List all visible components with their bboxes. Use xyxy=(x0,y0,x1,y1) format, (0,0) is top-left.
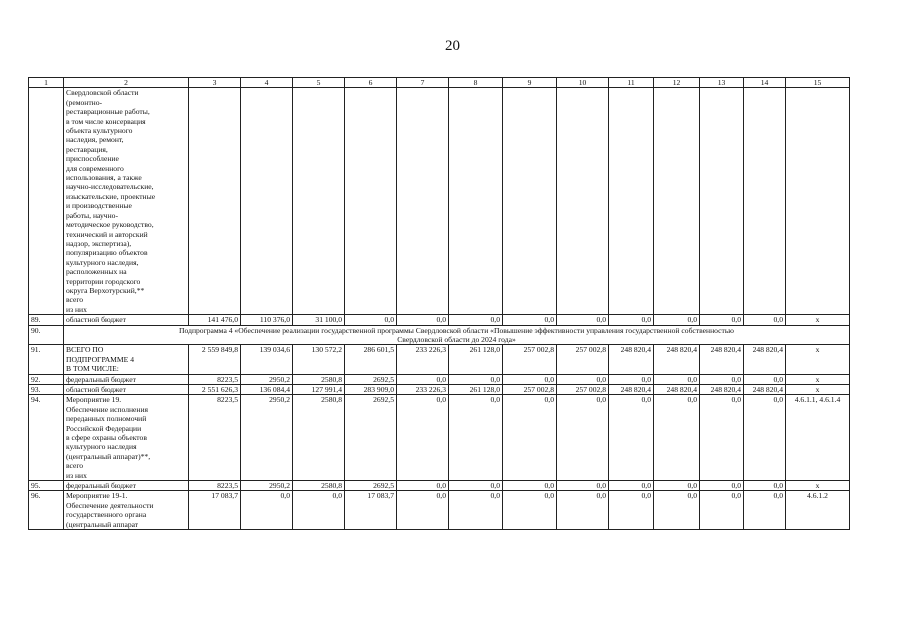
value-cell: 0,0 xyxy=(654,481,700,491)
empty-cell xyxy=(744,88,786,315)
value-cell: 2692,5 xyxy=(345,374,397,384)
cell-line: использования, а также xyxy=(66,173,142,183)
cell-line: из них xyxy=(66,304,87,314)
cell-line: расположенных на xyxy=(66,267,127,277)
target-cell: 4.6.1.2 xyxy=(786,491,850,530)
value-cell: 0,0 xyxy=(744,491,786,530)
target-cell: 4.6.1.1, 4.6.1.4 xyxy=(786,395,850,481)
target-cell: x xyxy=(786,385,850,395)
value-cell: 0,0 xyxy=(700,374,744,384)
value-cell: 0,0 xyxy=(241,491,293,530)
value-cell: 2580,8 xyxy=(293,481,345,491)
target-cell: x xyxy=(786,345,850,374)
cell-line: культурного наследия, xyxy=(66,257,139,267)
value-cell: 0,0 xyxy=(700,395,744,481)
value-cell: 2 559 849,8 xyxy=(189,345,241,374)
value-cell: 0,0 xyxy=(503,481,557,491)
value-cell: 2692,5 xyxy=(345,481,397,491)
cell-line: ВСЕГО ПО xyxy=(66,345,104,355)
row-name xyxy=(64,481,189,491)
cell-line: изыскательские, проектные xyxy=(66,191,156,201)
value-cell: 0,0 xyxy=(744,374,786,384)
column-header: 3 xyxy=(189,78,241,88)
empty-cell xyxy=(654,88,700,315)
row-name xyxy=(64,385,189,395)
row-number: 91. xyxy=(29,345,64,374)
value-cell: 0,0 xyxy=(557,315,609,325)
row-name xyxy=(64,491,189,530)
column-header: 9 xyxy=(503,78,557,88)
cell-line: территории городского xyxy=(66,276,141,286)
cell-line: объекта культурного xyxy=(66,126,133,136)
value-cell: 0,0 xyxy=(609,395,654,481)
column-header: 2 xyxy=(64,78,189,88)
value-cell: 248 820,4 xyxy=(744,345,786,374)
row-number: 96. xyxy=(29,491,64,530)
cell-line: (ремонтно- xyxy=(66,97,103,107)
cell-line: округа Верхотурский,** xyxy=(66,285,145,295)
cell-line: реставрационные работы, xyxy=(66,107,150,117)
value-cell: 0,0 xyxy=(557,374,609,384)
column-header: 7 xyxy=(397,78,449,88)
cell-line: приспособление xyxy=(66,154,119,164)
value-cell: 248 820,4 xyxy=(654,345,700,374)
cell-line: (центральный аппарат)**, xyxy=(66,451,151,461)
value-cell: 2580,8 xyxy=(293,395,345,481)
column-header: 12 xyxy=(654,78,700,88)
value-cell: 0,0 xyxy=(557,481,609,491)
value-cell: 31 100,0 xyxy=(293,315,345,325)
cell-line: Обеспечение исполнения xyxy=(66,404,149,414)
value-cell: 8223,5 xyxy=(189,481,241,491)
column-header: 8 xyxy=(449,78,503,88)
cell-line: В ТОМ ЧИСЛЕ: xyxy=(66,364,119,374)
value-cell: 257 002,8 xyxy=(503,385,557,395)
value-cell: 0,0 xyxy=(397,491,449,530)
value-cell: 0,0 xyxy=(503,491,557,530)
empty-cell xyxy=(609,88,654,315)
subprogram-row xyxy=(29,325,850,345)
value-cell: 2950,2 xyxy=(241,395,293,481)
target-cell: x xyxy=(786,481,850,491)
cell-line: Мероприятие 19. xyxy=(66,395,122,405)
value-cell: 257 002,8 xyxy=(557,345,609,374)
value-cell: 2950,2 xyxy=(241,374,293,384)
value-cell: 0,0 xyxy=(609,491,654,530)
value-cell: 0,0 xyxy=(449,491,503,530)
value-cell: 0,0 xyxy=(700,491,744,530)
cell-line: культурного наследия xyxy=(66,442,137,452)
value-cell: 0,0 xyxy=(397,395,449,481)
cell-line: в сфере охраны объектов xyxy=(66,433,147,443)
value-cell: 248 820,4 xyxy=(654,385,700,395)
column-header: 4 xyxy=(241,78,293,88)
column-header: 13 xyxy=(700,78,744,88)
cell-line: из них xyxy=(66,470,87,480)
value-cell: 0,0 xyxy=(449,315,503,325)
subprogram-title xyxy=(64,325,850,345)
cell-line: федеральный бюджет xyxy=(66,374,136,384)
empty-cell xyxy=(449,88,503,315)
cell-line: технический и авторский xyxy=(66,229,148,239)
cell-line: всего xyxy=(66,461,84,471)
cell-line: для современного xyxy=(66,163,124,173)
value-cell: 257 002,8 xyxy=(503,345,557,374)
column-header: 10 xyxy=(557,78,609,88)
cell-line: государственного органа xyxy=(66,510,147,520)
value-cell: 0,0 xyxy=(700,315,744,325)
row-name xyxy=(64,395,189,481)
cell-line: Подпрограмма 4 «Обеспечение реализации государственной программы Свердловской области «Повышение эффективности управления государственной собственностью xyxy=(179,325,734,335)
row-name xyxy=(64,315,189,325)
empty-cell xyxy=(700,88,744,315)
value-cell: 248 820,4 xyxy=(700,385,744,395)
column-header: 5 xyxy=(293,78,345,88)
cell-line: реставрация, xyxy=(66,144,108,154)
value-cell: 0,0 xyxy=(397,315,449,325)
empty-cell xyxy=(293,88,345,315)
cell-line: научно-исследовательские, xyxy=(66,182,154,192)
cell-line: Мероприятие 19-1. xyxy=(66,491,128,501)
value-cell: 0,0 xyxy=(744,315,786,325)
value-cell: 139 034,6 xyxy=(241,345,293,374)
column-header: 15 xyxy=(786,78,850,88)
cell-line: популяризацию объектов xyxy=(66,248,148,258)
value-cell: 0,0 xyxy=(744,481,786,491)
value-cell: 0,0 xyxy=(609,481,654,491)
value-cell: 110 376,0 xyxy=(241,315,293,325)
row-number: 94. xyxy=(29,395,64,481)
value-cell: 0,0 xyxy=(557,491,609,530)
empty-cell xyxy=(397,88,449,315)
table-row xyxy=(29,374,850,384)
cell-line: (центральный аппарат xyxy=(66,519,139,529)
target-cell: x xyxy=(786,374,850,384)
value-cell: 0,0 xyxy=(345,315,397,325)
value-cell: 8223,5 xyxy=(189,395,241,481)
value-cell: 248 820,4 xyxy=(744,385,786,395)
value-cell: 0,0 xyxy=(503,374,557,384)
value-cell: 261 128,0 xyxy=(449,345,503,374)
value-cell: 0,0 xyxy=(609,374,654,384)
value-cell: 17 083,7 xyxy=(345,491,397,530)
value-cell: 0,0 xyxy=(397,481,449,491)
row-number: 92. xyxy=(29,374,64,384)
cell-line: и производственные xyxy=(66,201,132,211)
cell-line: областной бюджет xyxy=(66,385,126,394)
cell-line: федеральный бюджет xyxy=(66,481,136,491)
value-cell: 248 820,4 xyxy=(609,345,654,374)
value-cell: 127 991,4 xyxy=(293,385,345,395)
value-cell: 17 083,7 xyxy=(189,491,241,530)
empty-cell xyxy=(503,88,557,315)
cell-line: Свердловской области до 2024 года» xyxy=(397,334,516,344)
continued-row xyxy=(29,88,850,315)
table-row xyxy=(29,315,850,325)
empty-cell xyxy=(189,88,241,315)
value-cell: 2580,8 xyxy=(293,374,345,384)
value-cell: 8223,5 xyxy=(189,374,241,384)
cell-line: работы, научно- xyxy=(66,210,118,220)
value-cell: 0,0 xyxy=(609,315,654,325)
value-cell: 0,0 xyxy=(557,395,609,481)
value-cell: 0,0 xyxy=(293,491,345,530)
value-cell: 0,0 xyxy=(449,481,503,491)
value-cell: 0,0 xyxy=(700,481,744,491)
column-header: 1 xyxy=(29,78,64,88)
value-cell: 0,0 xyxy=(654,315,700,325)
value-cell: 141 476,0 xyxy=(189,315,241,325)
value-cell: 233 226,3 xyxy=(397,385,449,395)
empty-cell xyxy=(241,88,293,315)
cell-line: переданных полномочий xyxy=(66,414,147,424)
cell-line: Свердловской области xyxy=(66,88,139,98)
column-header: 6 xyxy=(345,78,397,88)
table-row xyxy=(29,395,850,481)
value-cell: 0,0 xyxy=(449,374,503,384)
cell-line: методическое руководство, xyxy=(66,220,154,230)
cell-line: Российской Федерации xyxy=(66,423,142,433)
empty-cell xyxy=(786,88,850,315)
page-number: 20 xyxy=(445,38,460,54)
value-cell: 261 128,0 xyxy=(449,385,503,395)
cell-line: Обеспечение деятельности xyxy=(66,500,154,510)
row-number: 95. xyxy=(29,481,64,491)
table-row xyxy=(29,345,850,374)
row-name xyxy=(64,88,189,315)
empty-cell xyxy=(345,88,397,315)
value-cell: 0,0 xyxy=(503,315,557,325)
value-cell: 136 084,4 xyxy=(241,385,293,395)
value-cell: 257 002,8 xyxy=(557,385,609,395)
table-row xyxy=(29,481,850,491)
value-cell: 286 601,5 xyxy=(345,345,397,374)
value-cell: 2950,2 xyxy=(241,481,293,491)
row-number: 89. xyxy=(29,315,64,325)
value-cell: 0,0 xyxy=(654,395,700,481)
table-row xyxy=(29,491,850,530)
cell-line: наследия, ремонт, xyxy=(66,135,124,145)
value-cell: 283 909,0 xyxy=(345,385,397,395)
target-cell: x xyxy=(786,315,850,325)
value-cell: 0,0 xyxy=(744,395,786,481)
value-cell: 2692,5 xyxy=(345,395,397,481)
value-cell: 0,0 xyxy=(654,374,700,384)
column-header-row xyxy=(29,78,850,88)
cell-line: всего xyxy=(66,295,84,305)
row-name xyxy=(64,345,189,374)
row-number xyxy=(29,88,64,315)
value-cell: 0,0 xyxy=(503,395,557,481)
empty-cell xyxy=(557,88,609,315)
row-number: 93. xyxy=(29,385,64,395)
value-cell: 0,0 xyxy=(654,491,700,530)
value-cell: 2 551 626,3 xyxy=(189,385,241,395)
table-row xyxy=(29,385,850,395)
value-cell: 248 820,4 xyxy=(700,345,744,374)
cell-line: областной бюджет xyxy=(66,315,126,325)
cell-line: ПОДПРОГРАММЕ 4 xyxy=(66,354,135,364)
value-cell: 0,0 xyxy=(449,395,503,481)
value-cell: 233 226,3 xyxy=(397,345,449,374)
value-cell: 248 820,4 xyxy=(609,385,654,395)
program-financing-table xyxy=(28,77,850,530)
row-name xyxy=(64,374,189,384)
cell-line: в том числе консервация xyxy=(66,116,146,126)
column-header: 11 xyxy=(609,78,654,88)
cell-line: надзор, экспертиза), xyxy=(66,238,132,248)
value-cell: 0,0 xyxy=(397,374,449,384)
column-header: 14 xyxy=(744,78,786,88)
value-cell: 130 572,2 xyxy=(293,345,345,374)
row-number: 90. xyxy=(29,325,64,345)
